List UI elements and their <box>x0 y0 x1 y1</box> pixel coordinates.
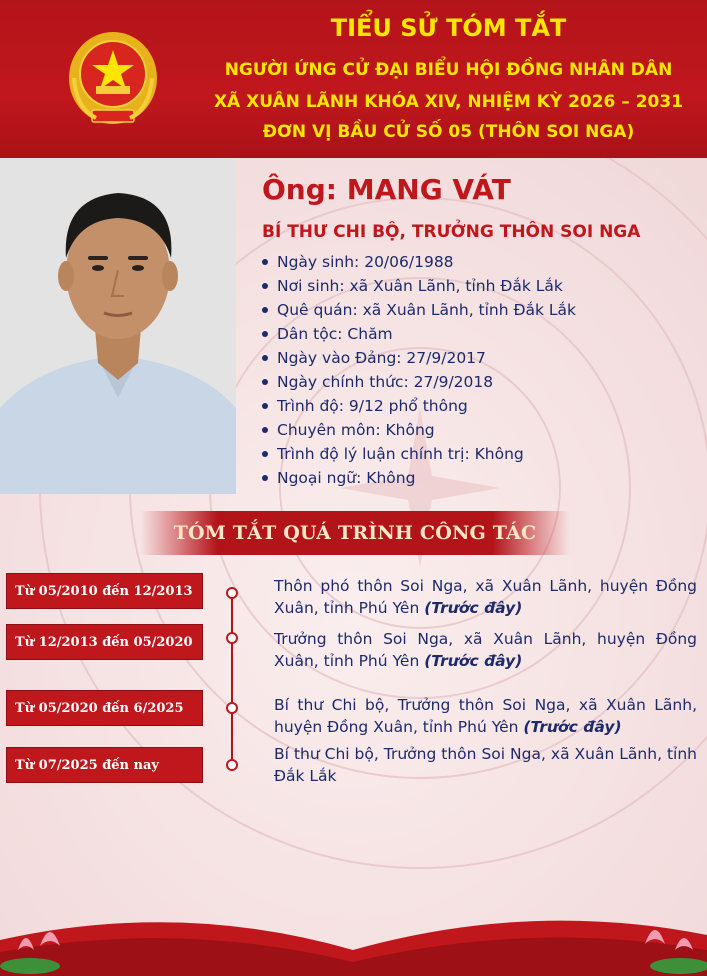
candidate-position: BÍ THƯ CHI BỘ, TRƯỞNG THÔN SOI NGA <box>262 222 641 242</box>
candidate-name: Ông: MANG VÁT <box>262 173 511 206</box>
footer-lotus-decoration <box>0 880 707 976</box>
header-banner <box>0 0 707 158</box>
info-education: Trình độ: 9/12 phổ thông <box>262 394 576 418</box>
vietnam-national-emblem-icon <box>66 28 160 128</box>
info-hometown: Quê quán: xã Xuân Lãnh, tỉnh Đắk Lắk <box>262 298 576 322</box>
section-title: TÓM TẮT QUÁ TRÌNH CÔNG TÁC <box>173 522 537 544</box>
timeline-entry-1: Thôn phó thôn Soi Nga, xã Xuân Lãnh, huyện Đồng Xuân, tỉnh Phú Yên (Trước đây) <box>274 577 697 617</box>
timeline-period-1: Từ 05/2010 đến 12/2013 <box>6 573 203 609</box>
timeline-entry-2: Trưởng thôn Soi Nga, xã Xuân Lãnh, huyện Đồng Xuân, tỉnh Phú Yên (Trước đây) <box>274 630 697 670</box>
info-official-date: Ngày chính thức: 27/9/2018 <box>262 370 576 394</box>
timeline-entry-3: Bí thư Chi bộ, Trưởng thôn Soi Nga, xã Xuân Lãnh, huyện Đồng Xuân, tỉnh Phú Yên (Trước đây) <box>274 696 697 736</box>
timeline-line <box>231 587 233 765</box>
info-specialty: Chuyên môn: Không <box>262 418 576 442</box>
info-ethnicity: Dân tộc: Chăm <box>262 322 576 346</box>
document-title: TIỂU SỬ TÓM TẮT <box>330 14 567 42</box>
info-birth-date: Ngày sinh: 20/06/1988 <box>262 250 576 274</box>
timeline-dot-1 <box>226 587 238 599</box>
header-subtitle-3: ĐƠN VỊ BẦU CỬ SỐ 05 (THÔN SOI NGA) <box>262 122 635 142</box>
header-subtitle-1: NGƯỜI ỨNG CỬ ĐẠI BIỂU HỘI ĐỒNG NHÂN DÂN <box>224 60 673 80</box>
info-birth-place: Nơi sinh: xã Xuân Lãnh, tỉnh Đắk Lắk <box>262 274 576 298</box>
info-party-join-date: Ngày vào Đảng: 27/9/2017 <box>262 346 576 370</box>
info-foreign-language: Ngoại ngữ: Không <box>262 466 576 490</box>
timeline-period-4: Từ 07/2025 đến nay <box>6 747 203 783</box>
timeline-dot-2 <box>226 632 238 644</box>
timeline-period-2: Từ 12/2013 đến 05/2020 <box>6 624 203 660</box>
timeline-entry-4: Bí thư Chi bộ, Trưởng thôn Soi Nga, xã Xuân Lãnh, tỉnh Đắk Lắk <box>274 745 697 785</box>
timeline-dot-3 <box>226 702 238 714</box>
timeline-dot-4 <box>226 759 238 771</box>
info-political-theory: Trình độ lý luận chính trị: Không <box>262 442 576 466</box>
candidate-photo <box>0 158 236 494</box>
candidate-info-list <box>262 250 576 490</box>
header-subtitle-2: XÃ XUÂN LÃNH KHÓA XIV, NHIỆM KỲ 2026 – 2031 <box>213 92 684 112</box>
timeline-period-3: Từ 05/2020 đến 6/2025 <box>6 690 203 726</box>
